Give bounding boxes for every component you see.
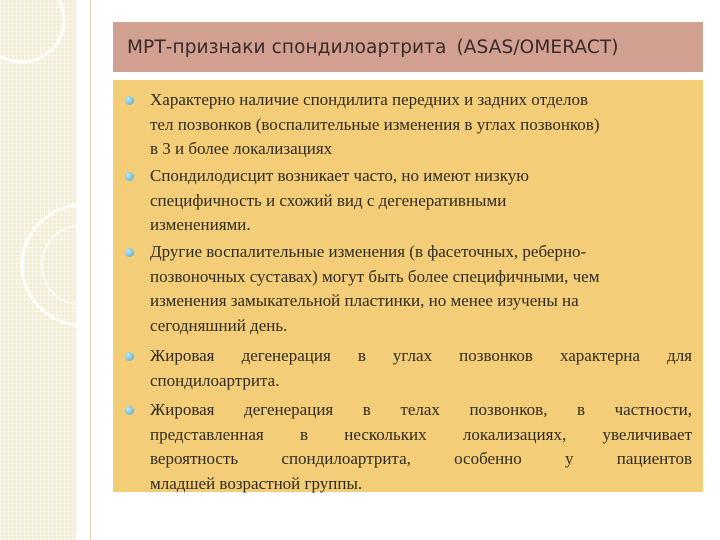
decorative-circles [0,0,76,540]
bullet-line: позвоночных суставах) могут быть более специфичными, чем [150,266,600,286]
bullet-line: Жировая дегенерация в углах позвонков характерна для [150,346,692,365]
bullet-icon [125,352,134,361]
bullet-icon [125,248,134,257]
bullet-line: представленная в нескольких локализациях, увеличивает [150,424,692,444]
bullet-text [150,398,692,496]
bullet-icon [125,96,134,105]
bullet-line: тел позвонков (воспалительные изменения в углах позвонков) [150,114,600,134]
bullet-line: сегодняшний день. [150,315,288,335]
title-main: МРТ-признаки спондилоартрита [127,36,447,58]
bullet-line: Жировая дегенерация в телах позвонков, в частности, [150,400,692,419]
bullet-text [150,88,692,162]
decorative-divider [90,0,91,540]
title-source: (ASAS/OMERACT) [456,36,619,58]
bullet-icon [125,406,134,415]
bullet-line: изменения замыкательной пластинки, но менее изучены на [150,291,579,310]
bullet-text [150,164,692,238]
bullet-line: младшей возрастной группы. [150,473,363,493]
bullet-icon [125,172,134,181]
bullet-line: спондилоартрита. [150,370,280,390]
title-bar [113,22,703,72]
bullet-text [150,344,692,393]
bullet-text [150,240,692,338]
bullet-line: Характерно наличие спондилита передних и задних отделов [150,90,588,109]
bullet-line: специфичность и схожий вид с дегенеративными [150,190,507,210]
content-panel [113,80,703,492]
decorative-strip [0,0,76,540]
bullet-line: Спондилодисцит возникает часто, но имеют низкую [150,166,529,185]
bullet-line: Другие воспалительные изменения (в фасеточных, реберно- [150,242,587,261]
bullet-line: изменениями. [150,215,251,234]
bullet-line: в 3 и более локализациях [150,139,333,158]
bullet-line: вероятность спондилоартрита, особенно у пациентов [150,449,692,468]
page-title [127,37,619,58]
